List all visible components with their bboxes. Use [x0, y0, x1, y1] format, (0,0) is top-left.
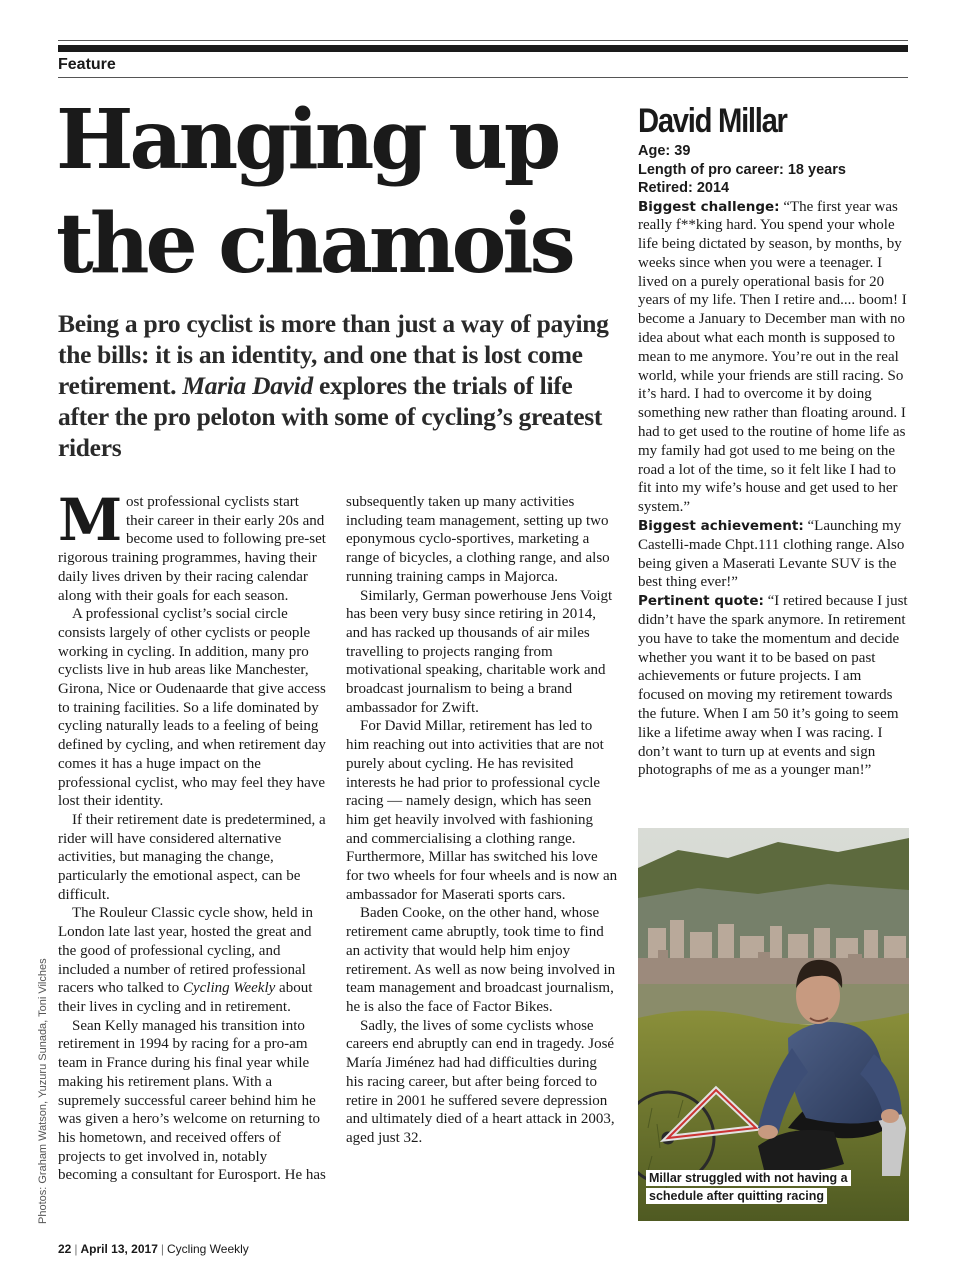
body-paragraph: Similarly, German powerhouse Jens Voigt has been very busy since retiring in 2014, and has racked up thousands of air miles travelling to projects ranging from motivational speaking, charitable work and broadcast journalism to being a brand ambassador for Zwift.	[346, 587, 613, 716]
quote-label: Pertinent quote:	[638, 593, 764, 610]
profile-name: David Millar	[638, 102, 787, 140]
achievement-label: Biggest achievement:	[638, 518, 804, 535]
body-paragraph	[58, 904, 330, 1016]
drop-cap: M	[58, 486, 123, 554]
section-underline-rule	[58, 77, 908, 78]
body-column-1	[58, 486, 330, 1185]
body-paragraph	[58, 486, 330, 605]
body-paragraph: For David Millar, retirement has led to him reaching out into activities that are not purely about cycling. He has revisited interests he had prior to professional cycle racing — namely design, which has seen him get heavily involved with fashioning and commercialising a clothing range. Furthermore, Millar has switched his love for two wheels for four wheels and is now an ambassador for Maserati sports cars.	[346, 718, 618, 903]
rider-photo	[638, 828, 909, 1221]
photo-credit	[28, 958, 49, 1225]
body-paragraph: subsequently taken up many activities including team management, setting up two eponymous cyclo-sportives, marketing a range of bicycles, a clothing range, and also running training camps in Majorca.	[346, 494, 610, 585]
achievement-text: “Launching my Castelli-made Chpt.111 clothing range. Also being given a Maserati Levante SUV is the best thing ever!”	[638, 518, 905, 591]
magazine-name: Cycling Weekly	[167, 1242, 249, 1256]
profile-quote	[638, 592, 910, 780]
body-paragraph: Sean Kelly managed his transition into retirement in 1994 by racing for a pro-am team in France during his final year while making his retirement plans. With a supremely successful career behind him he was given a hero’s welcome on returning to his hometown, and received offers of projects to get involved in, notably becoming a consultant for Eurosport. He has	[58, 1017, 326, 1184]
standfirst-text-1: Being a pro cyclist is more than just a way of paying the bills: it is an identity, and one that is lost come retirement.	[58, 309, 609, 400]
body-paragraph: Baden Cooke, on the other hand, whose retirement came abruptly, took time to find an activity that would help him enjoy retirement. As well as now being involved in team management and broadcast journalism, he is also the face of Factor Bikes.	[346, 905, 616, 1015]
standfirst-text-2: explores the trials of life after the pro peloton with some of cycling’s greatest riders	[58, 371, 603, 462]
paragraph-text: The Rouleur Classic cycle show, held in London late last year, hosted the great and the good of professional cycling, and included a number of retired professional racers who talked to	[58, 905, 314, 997]
profile-career-length: Length of pro career: 18 years	[638, 161, 846, 178]
body-paragraph: Sadly, the lives of some cyclists whose careers end abruptly can end in tragedy. José María Jiménez had had difficulties during his racing career, but after being forced to retire in 2001 he suffered severe depression and ultimately died of a heart attack in 2003, aged just 32.	[346, 1017, 615, 1146]
top-heavy-rule	[58, 45, 908, 52]
paragraph-text: about their lives in cycling and in retirement.	[58, 980, 313, 1015]
body-paragraph: If their retirement date is predetermined, a rider will have considered alternative activities, but managing the change, particularly the emotional aspect, can be difficult.	[58, 811, 326, 903]
photo-credit-text: Photos: Graham Watson, Yuzuru Sunada, Toni Vilches	[37, 958, 49, 1224]
byline: Maria David	[182, 371, 313, 400]
quote-text: “I retired because I just didn’t have the spark anymore. In retirement you have to take the momentum and decide whether you want it to be based on past achievements or future projects. I am focused on moving my retirement towards the future. When I am 50 it’s going to seem like a lifetime away when I was racing. I don’t want to turn up at events and sign photographs of me as a younger man!”	[638, 593, 908, 779]
footer-separator: |	[74, 1242, 78, 1256]
profile-age: Age: 39	[638, 143, 691, 159]
standfirst	[58, 308, 618, 463]
challenge-label: Biggest challenge:	[638, 198, 780, 215]
photo-caption	[646, 1169, 901, 1205]
headline-line-1: Hanging up	[56, 92, 558, 188]
rider-photo-illustration	[638, 828, 909, 1221]
headline-line-2: the chamois	[56, 196, 572, 292]
footer-separator: |	[160, 1242, 164, 1256]
paragraph-text: ost professional cyclists start their career in their early 20s and become used to following pre-set rigorous training programmes, having their daily lives driven by their racing calendar along with their goals for each season.	[58, 494, 326, 604]
page-footer	[58, 1242, 249, 1256]
body-column-2	[346, 493, 618, 1148]
top-hairline-rule	[58, 40, 908, 41]
profile-retired: Retired: 2014	[638, 180, 730, 196]
issue-date: April 13, 2017	[80, 1242, 158, 1256]
profile-challenge	[638, 198, 910, 518]
profile-achievement	[638, 517, 910, 592]
magazine-mention: Cycling Weekly	[182, 980, 276, 997]
rider-profile-box	[638, 100, 910, 780]
body-paragraph: A professional cyclist’s social circle consists largely of other cyclists or people working in cycling. In addition, many pro cyclists live in hub areas like Manchester, Girona, Nice or Oudenaarde that give access to training facilities. So a life dominated by cycling naturally leads to a feeling of being defined by cycling, and when retirement day comes it has a huge impact on the professional cyclist, who may feel they have lost their identity.	[58, 606, 326, 810]
headline	[56, 88, 626, 296]
challenge-text: “The first year was really f**king hard. You spend your whole life being dictated by season, by months, by weeks since when you were a teenager. I lived on a purely operational basis for 20 years of my life. Then I retire and.... boom! I become a January to December man with no idea about what each month is supposed to mean to me anymore. You’re out in the real world, while your friends are still racing. So it’s hard. I had to overcome it by doing something new rather than floating around. I had to get used to the routine of home life as my family had got used to me being on the road a lot of the time, so it felt like I had to fit into my wife’s house and get used to her system.”	[638, 198, 907, 516]
photo-caption-text: Millar struggled with not having a schedule after quitting racing	[646, 1170, 851, 1204]
section-label: Feature	[58, 56, 116, 73]
page-number: 22	[58, 1242, 72, 1256]
